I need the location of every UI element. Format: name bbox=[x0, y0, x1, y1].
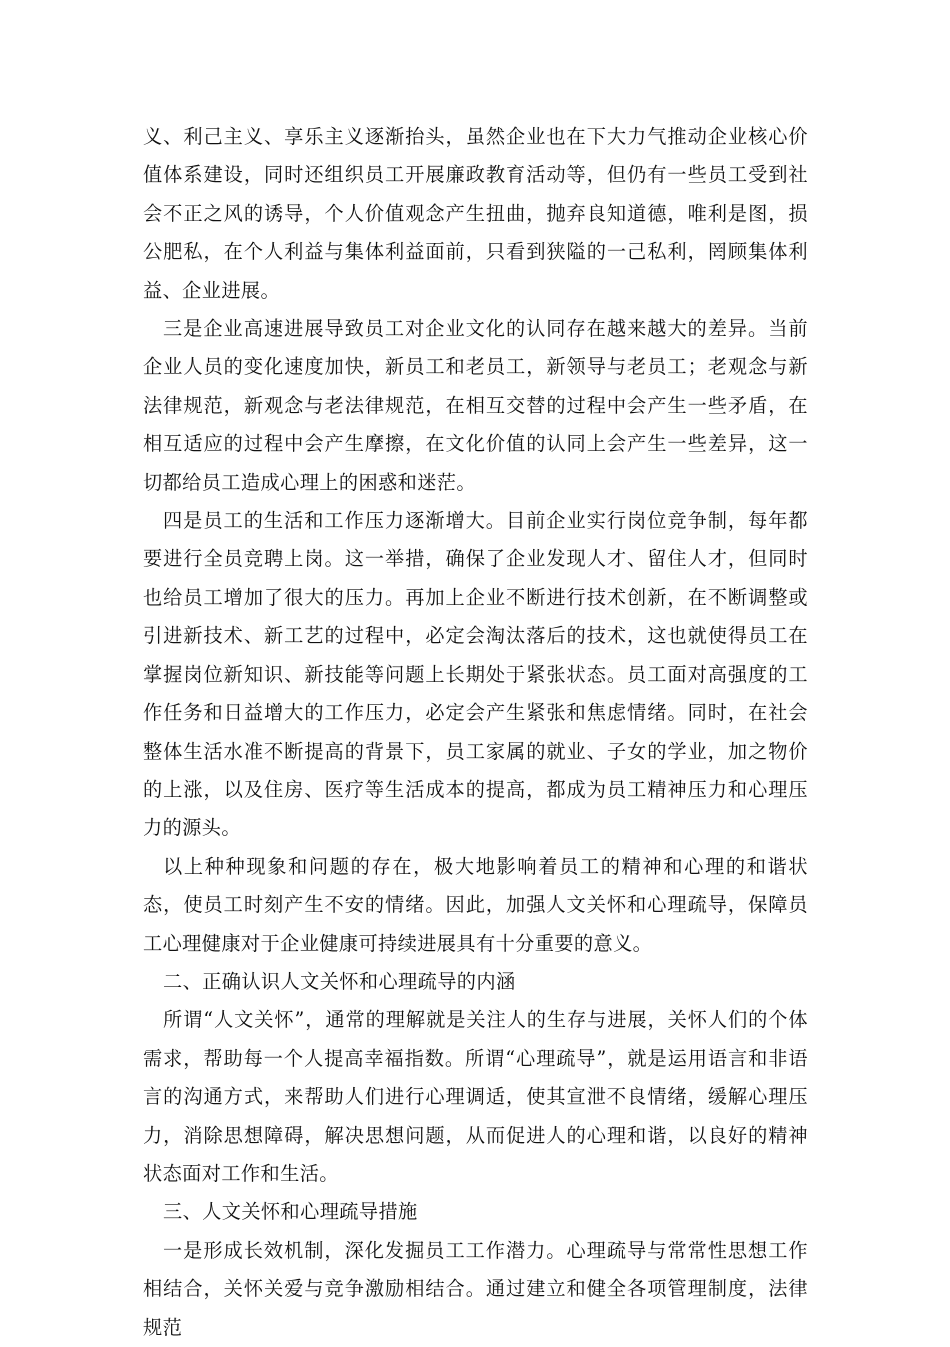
paragraph-continuation: 义、利己主义、享乐主义逐渐抬头，虽然企业也在下大力气推动企业核心价值体系建设，同时还组织员工开展廉政教育活动等，但仍有一些员工受到社会不正之风的诱导，个人价值观念产生扭曲，抛弃良知道德，唯利是图，损公肥私，在个人利益与集体利益面前，只看到狭隘的一己私利，罔顾集体利益、企业进展。 bbox=[143, 125, 808, 302]
section-heading-three: 三、人文关怀和心理疏导措施 bbox=[163, 1200, 418, 1224]
paragraph-summary: 以上种种现象和问题的存在，极大地影响着员工的精神和心理的和谐状态，使员工时刻产生不安的情绪。因此，加强人文关怀和心理疏导，保障员工心理健康对于企业健康可持续进展具有十分重要的意义。 bbox=[143, 854, 808, 955]
section-heading-two: 二、正确认识人文关怀和心理疏导的内涵 bbox=[163, 969, 516, 993]
document-body bbox=[143, 118, 808, 1347]
paragraph-point-three: 三是企业高速进展导致员工对企业文化的认同存在越来越大的差异。当前企业人员的变化速度加快，新员工和老员工，新领导与老员工；老观念与新法律规范，新观念与老法律规范，在相互交替的过程中会产生一些矛盾，在相互适应的过程中会产生摩擦，在文化价值的认同上会产生一些差异，这一切都给员工造成心理上的困惑和迷茫。 bbox=[143, 317, 808, 494]
paragraph-measure-one: 一是形成长效机制，深化发掘员工工作潜力。心理疏导与常常性思想工作相结合，关怀关爱与竞争激励相结合。通过建立和健全各项管理制度，法律规范 bbox=[143, 1238, 808, 1339]
paragraph-point-four: 四是员工的生活和工作压力逐渐增大。目前企业实行岗位竞争制，每年都要进行全员竞聘上岗。这一举措，确保了企业发现人才、留住人才，但同时也给员工增加了很大的压力。再加上企业不断进行技术创新，在不断调整或引进新技术、新工艺的过程中，必定会淘汰落后的技术，这也就使得员工在掌握岗位新知识、新技能等问题上长期处于紧张状态。员工面对高强度的工作任务和日益增大的工作压力，必定会产生紧张和焦虑情绪。同时，在社会整体生活水准不断提高的背景下，员工家属的就业、子女的学业，加之物价的上涨，以及住房、医疗等生活成本的提高，都成为员工精神压力和心理压力的源头。 bbox=[143, 509, 808, 840]
paragraph-definition: 所谓“人文关怀”，通常的理解就是关注人的生存与进展，关怀人们的个体需求，帮助每一个人提高幸福指数。所谓“心理疏导”，就是运用语言和非语言的沟通方式，来帮助人们进行心理调适，使其宣泄不良情绪，缓解心理压力，消除思想障碍，解决思想问题，从而促进人的心理和谐，以良好的精神状态面对工作和生活。 bbox=[143, 1008, 808, 1185]
